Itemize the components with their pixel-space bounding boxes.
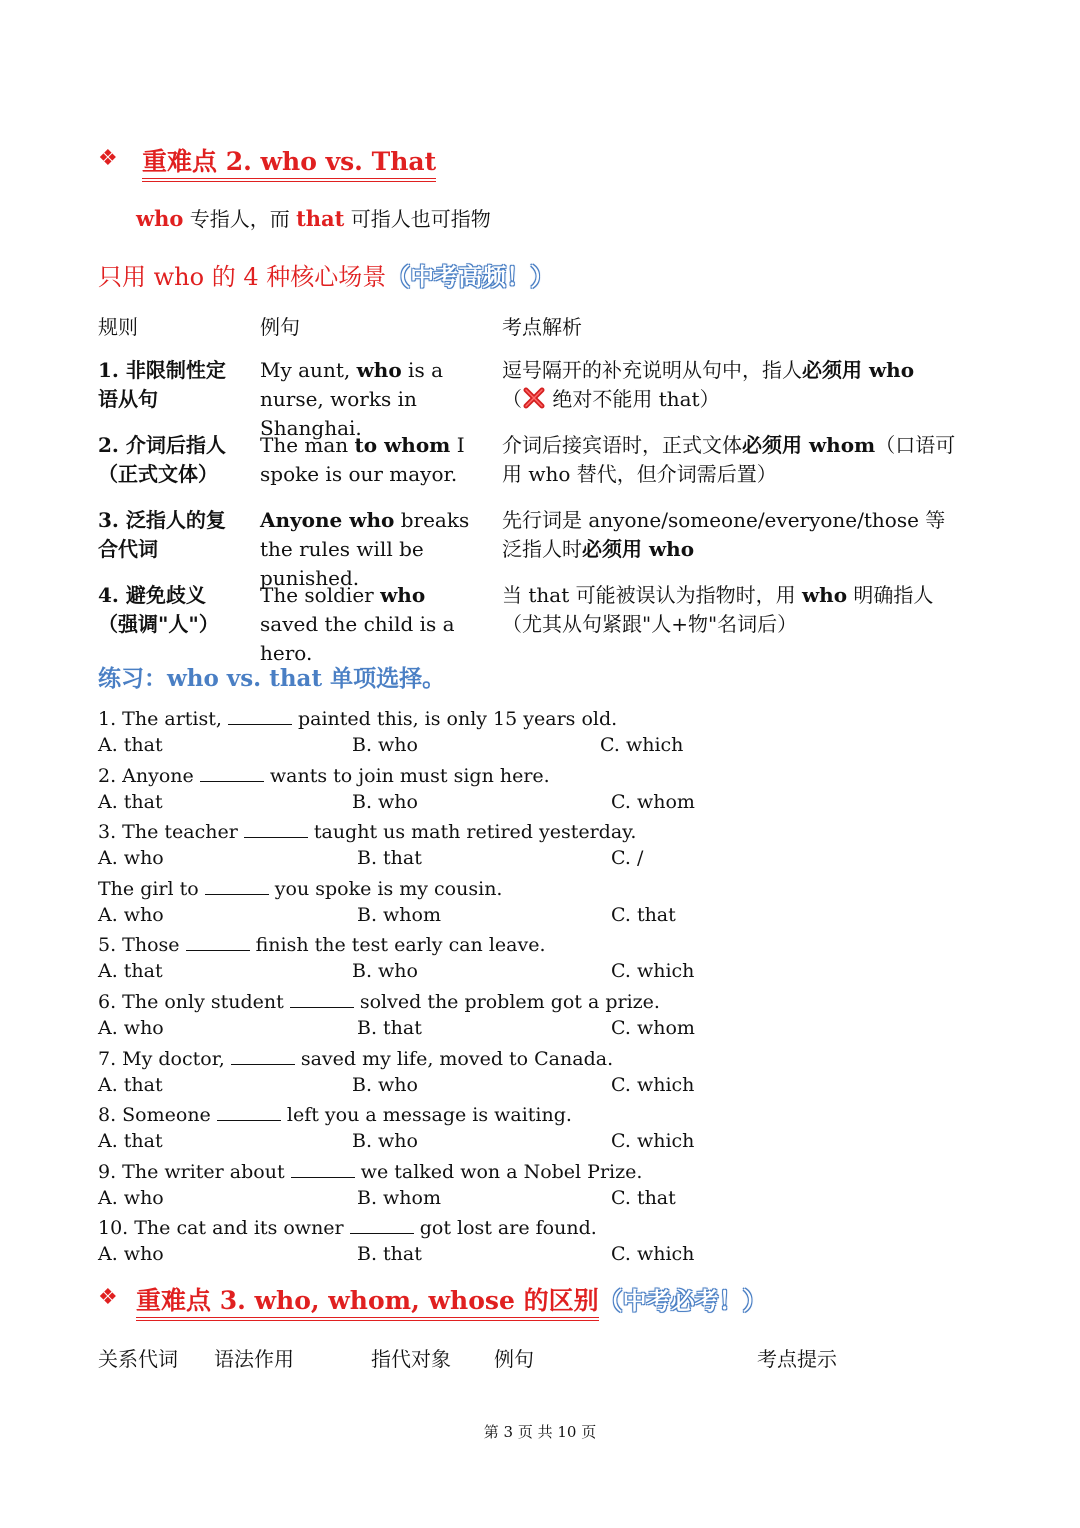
- table-header-rule: 规则: [98, 315, 138, 339]
- option-a[interactable]: A. that: [98, 734, 163, 756]
- question-stem: [98, 1215, 597, 1239]
- example-keyword: who: [356, 358, 402, 382]
- question-text: got lost are found.: [413, 1217, 597, 1239]
- question-text: 3. The teacher: [98, 821, 244, 843]
- option-a[interactable]: A. who: [98, 904, 164, 926]
- analysis-keyword: 必须用 who: [802, 358, 915, 382]
- option-c[interactable]: C. which: [611, 1130, 695, 1152]
- option-c[interactable]: C. whom: [611, 791, 695, 813]
- diamond-bullet-icon: ❖: [98, 1285, 118, 1310]
- option-c[interactable]: C. which: [611, 960, 695, 982]
- analysis-text: （口语可用 who 替代，但介词需后置）: [502, 433, 956, 486]
- question-text: The girl to: [98, 878, 205, 900]
- option-a[interactable]: A. that: [98, 791, 163, 813]
- table-row-2-analysis: [502, 431, 964, 489]
- question-stem: [98, 819, 636, 843]
- option-b[interactable]: B. that: [357, 1243, 422, 1265]
- question-text: you spoke is my cousin.: [268, 878, 503, 900]
- question-stem: [98, 989, 660, 1013]
- scenes-title-tag: （中考高频！）: [386, 262, 555, 291]
- analysis-keyword: 必须用 who: [582, 537, 695, 561]
- analysis-text: 当 that 可能被误认为指物时，用: [502, 583, 802, 607]
- intro-that: that: [296, 206, 345, 231]
- answer-blank[interactable]: [228, 706, 292, 725]
- question-text: taught us math retired yesterday.: [307, 821, 637, 843]
- table-row-4-example: [260, 581, 485, 668]
- answer-blank[interactable]: [244, 819, 308, 838]
- option-b[interactable]: B. who: [352, 734, 418, 756]
- table-row-4-rule: 4. 避免歧义（强调"人"）: [98, 583, 219, 636]
- question-stem: [98, 1046, 613, 1070]
- analysis-text: （: [502, 387, 522, 411]
- table-row-3-analysis: [502, 506, 964, 564]
- option-a[interactable]: A. who: [98, 1243, 164, 1265]
- question-text: 2. Anyone: [98, 765, 200, 787]
- cross-icon: [522, 386, 546, 410]
- option-c[interactable]: C. that: [611, 904, 676, 926]
- diamond-bullet-icon: ❖: [98, 146, 118, 171]
- question-stem: [98, 932, 546, 956]
- example-text: is a nurse, works in Shanghai.: [260, 358, 443, 440]
- option-c[interactable]: C. /: [611, 847, 644, 869]
- answer-blank[interactable]: [231, 1046, 295, 1065]
- table-row-3-rule: 3. 泛指人的复合代词: [98, 508, 226, 561]
- analysis-text: 明确指人（尤其从句紧跟"人+物"名词后）: [502, 583, 934, 636]
- answer-blank[interactable]: [350, 1215, 414, 1234]
- question-text: 1. The artist,: [98, 708, 228, 730]
- option-c[interactable]: C. which: [611, 1243, 695, 1265]
- example-keyword: who: [380, 583, 426, 607]
- option-b[interactable]: B. that: [357, 847, 422, 869]
- page-footer: 第 3 页 共 10 页: [483, 1423, 597, 1441]
- option-a[interactable]: A. who: [98, 1187, 164, 1209]
- question-text: left you a message is waiting.: [280, 1104, 572, 1126]
- table-header-analysis: 考点解析: [502, 315, 582, 339]
- table-row-1-rule: 1. 非限制性定语从句: [98, 358, 226, 411]
- option-a[interactable]: A. that: [98, 1130, 163, 1152]
- option-b[interactable]: B. whom: [357, 904, 441, 926]
- option-a[interactable]: A. who: [98, 847, 164, 869]
- intro-who: who: [136, 206, 184, 231]
- question-text: solved the problem got a prize.: [353, 991, 660, 1013]
- example-keyword: to whom: [354, 433, 451, 457]
- intro-line: [136, 203, 491, 232]
- answer-blank[interactable]: [200, 763, 264, 782]
- table-row-1-example: [260, 356, 485, 443]
- answer-blank[interactable]: [205, 876, 269, 895]
- question-text: 10. The cat and its owner: [98, 1217, 350, 1239]
- analysis-keyword: who: [801, 583, 848, 607]
- question-text: finish the test early can leave.: [249, 934, 546, 956]
- section-3-tag: （中考必考！）: [598, 1286, 767, 1315]
- question-text: 7. My doctor,: [98, 1048, 231, 1070]
- option-b[interactable]: B. whom: [357, 1187, 441, 1209]
- table-row-2-rule: 2. 介词后指人（正式文体）: [98, 433, 226, 486]
- question-text: saved my life, moved to Canada.: [294, 1048, 614, 1070]
- answer-blank[interactable]: [217, 1102, 281, 1121]
- bottom-header-pronoun: 关系代词: [98, 1347, 178, 1371]
- example-text: breaks the rules will be punished.: [260, 508, 470, 590]
- analysis-keyword: 必须用 whom: [742, 433, 876, 457]
- option-c[interactable]: C. which: [600, 734, 684, 756]
- question-text: painted this, is only 15 years old.: [291, 708, 618, 730]
- question-stem: [98, 706, 617, 730]
- answer-blank[interactable]: [186, 932, 250, 951]
- answer-blank[interactable]: [291, 1159, 355, 1178]
- question-text: 5. Those: [98, 934, 186, 956]
- example-text: I spoke is our mayor.: [260, 433, 465, 486]
- question-text: we talked won a Nobel Prize.: [354, 1161, 643, 1183]
- question-stem: [98, 876, 502, 900]
- example-text: The soldier: [260, 583, 381, 607]
- question-stem: [98, 1102, 572, 1126]
- example-keyword: Anyone who: [260, 508, 395, 532]
- analysis-text: 绝对不能用 that）: [546, 387, 720, 411]
- example-text: My aunt,: [260, 358, 357, 382]
- question-stem: [98, 1159, 642, 1183]
- option-c[interactable]: C. whom: [611, 1017, 695, 1039]
- option-a[interactable]: A. who: [98, 1017, 164, 1039]
- analysis-text: 逗号隔开的补充说明从句中，指人: [502, 358, 802, 382]
- option-a[interactable]: A. that: [98, 1074, 163, 1096]
- option-b[interactable]: B. who: [352, 960, 418, 982]
- option-b[interactable]: B. who: [352, 791, 418, 813]
- table-row-2-example: [260, 431, 485, 489]
- table-row-4-analysis: [502, 581, 964, 639]
- example-text: saved the child is a hero.: [260, 612, 455, 665]
- practice-title: 练习：who vs. that 单项选择。: [98, 665, 446, 692]
- question-text: wants to join must sign here.: [263, 765, 550, 787]
- example-text: The man: [260, 433, 355, 457]
- bottom-header-referent: 指代对象: [371, 1347, 451, 1371]
- section-3-title: [136, 1281, 767, 1317]
- option-b[interactable]: B. who: [352, 1074, 418, 1096]
- question-text: 8. Someone: [98, 1104, 217, 1126]
- table-row-3-example: [260, 506, 485, 593]
- question-text: 6. The only student: [98, 991, 290, 1013]
- scenes-title: [98, 257, 554, 292]
- intro-text-2: 可指人也可指物: [344, 207, 491, 231]
- bottom-header-function: 语法作用: [214, 1347, 294, 1371]
- table-row-1-analysis: [502, 356, 962, 414]
- intro-text-1: 专指人，而: [183, 207, 297, 231]
- table-header-example: 例句: [260, 315, 300, 339]
- section-2-title-text: 重难点 2. who vs. That: [142, 147, 436, 182]
- option-b[interactable]: B. who: [352, 1130, 418, 1152]
- answer-blank[interactable]: [290, 989, 354, 1008]
- bottom-header-example: 例句: [494, 1347, 534, 1371]
- section-3-title-text: 重难点 3. who, whom, whose 的区别: [136, 1286, 599, 1321]
- bottom-header-tip: 考点提示: [757, 1347, 837, 1371]
- analysis-text: 介词后接宾语时，正式文体: [502, 433, 742, 457]
- question-text: 9. The writer about: [98, 1161, 291, 1183]
- option-a[interactable]: A. that: [98, 960, 163, 982]
- section-2-title: [142, 142, 436, 178]
- question-stem: [98, 763, 550, 787]
- option-c[interactable]: C. which: [611, 1074, 695, 1096]
- option-c[interactable]: C. that: [611, 1187, 676, 1209]
- scenes-title-main: 只用 who 的 4 种核心场景: [98, 263, 387, 291]
- option-b[interactable]: B. that: [357, 1017, 422, 1039]
- analysis-text: 先行词是 anyone/someone/everyone/those 等泛指人时: [502, 508, 946, 561]
